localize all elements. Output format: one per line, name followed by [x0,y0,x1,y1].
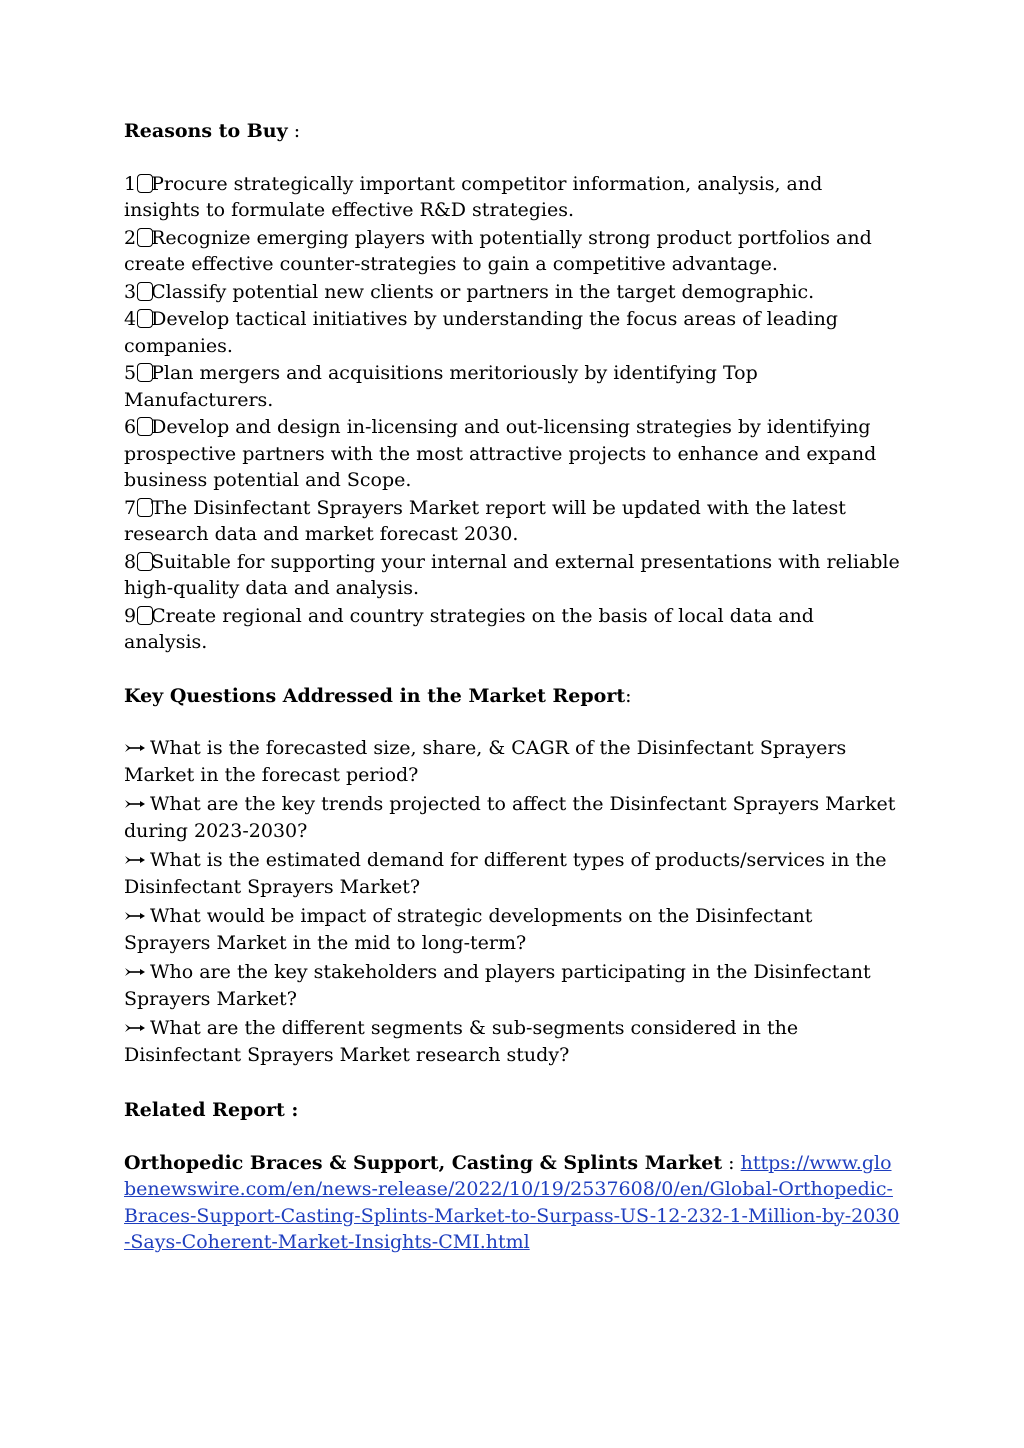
reason-item: 5 Plan mergers and acquisitions meritoriously by identifying Top Manufacturers. [124,362,758,411]
question-item: What would be impact of strategic developments on the Disinfectant Sprayers Market in the mid to long-term? [124,905,813,954]
reason-item: 3 Classify potential new clients or partners in the target demographic. [124,280,815,303]
key-questions-heading: Key Questions Addressed in the Market Report: [124,684,632,707]
questions-list [124,735,900,1068]
arrow-icon [124,966,146,978]
spacer [124,1071,900,1097]
question-item: What is the forecasted size, share, & CAGR of the Disinfectant Sprayers Market in the forecast period? [124,737,847,786]
related-report-entry [124,1150,900,1256]
related-report-link[interactable]: https://www.globenewswire.com/en/news-release/2022/10/19/2537608/0/en/Global-Orthopedic-Braces-Support-Casting-Splints-Market-to-Surpass-US-12-232-1-Million-by-2030-Says-Coherent-Market-Insights-CMI.html [124,1151,900,1253]
reasons-list [124,171,900,656]
arrow-icon [124,1022,146,1034]
arrow-icon [124,854,146,866]
question-item: Who are the key stakeholders and players participating in the Disinfectant Sprayers Market? [124,961,871,1010]
document-page [124,118,900,1256]
reason-item: 9 Create regional and country strategies on the basis of local data and analysis. [124,604,814,653]
arrow-icon [124,798,146,810]
related-report-heading: Related Report : [124,1099,299,1121]
reason-item: 1 Procure strategically important competitor information, analysis, and insights to formulate effective R&D strategies. [124,172,823,221]
reason-item: 4 Develop tactical initiatives by understanding the focus areas of leading companies. [124,308,838,357]
question-item: What are the different segments & sub-segments considered in the Disinfectant Sprayers Market research study? [124,1017,799,1066]
spacer [124,709,900,735]
spacer [124,657,900,683]
spacer [124,1124,900,1150]
related-report-title: Orthopedic Braces & Support, Casting & Splints Market [124,1151,723,1174]
arrow-icon [124,910,146,922]
reason-item: 7 The Disinfectant Sprayers Market report will be updated with the latest research data and market forecast 2030. [124,496,846,545]
arrow-icon [124,742,146,754]
related-report-separator: : [722,1151,741,1174]
question-item: What is the estimated demand for different types of products/services in the Disinfectant Sprayers Market? [124,849,887,898]
reason-item: 8 Suitable for supporting your internal and external presentations with reliable high-quality data and analysis. [124,550,900,599]
spacer [124,145,900,171]
question-item: What are the key trends projected to affect the Disinfectant Sprayers Market during 2023-2030? [124,793,896,842]
reason-item: 6 Develop and design in-licensing and out-licensing strategies by identifying prospective partners with the most attractive projects to enhance and expand business potential and Scope. [124,416,877,491]
reasons-heading: Reasons to Buy : [124,120,301,142]
reason-item: 2 Recognize emerging players with potentially strong product portfolios and create effective counter-strategies to gain a competitive advantage. [124,226,872,275]
